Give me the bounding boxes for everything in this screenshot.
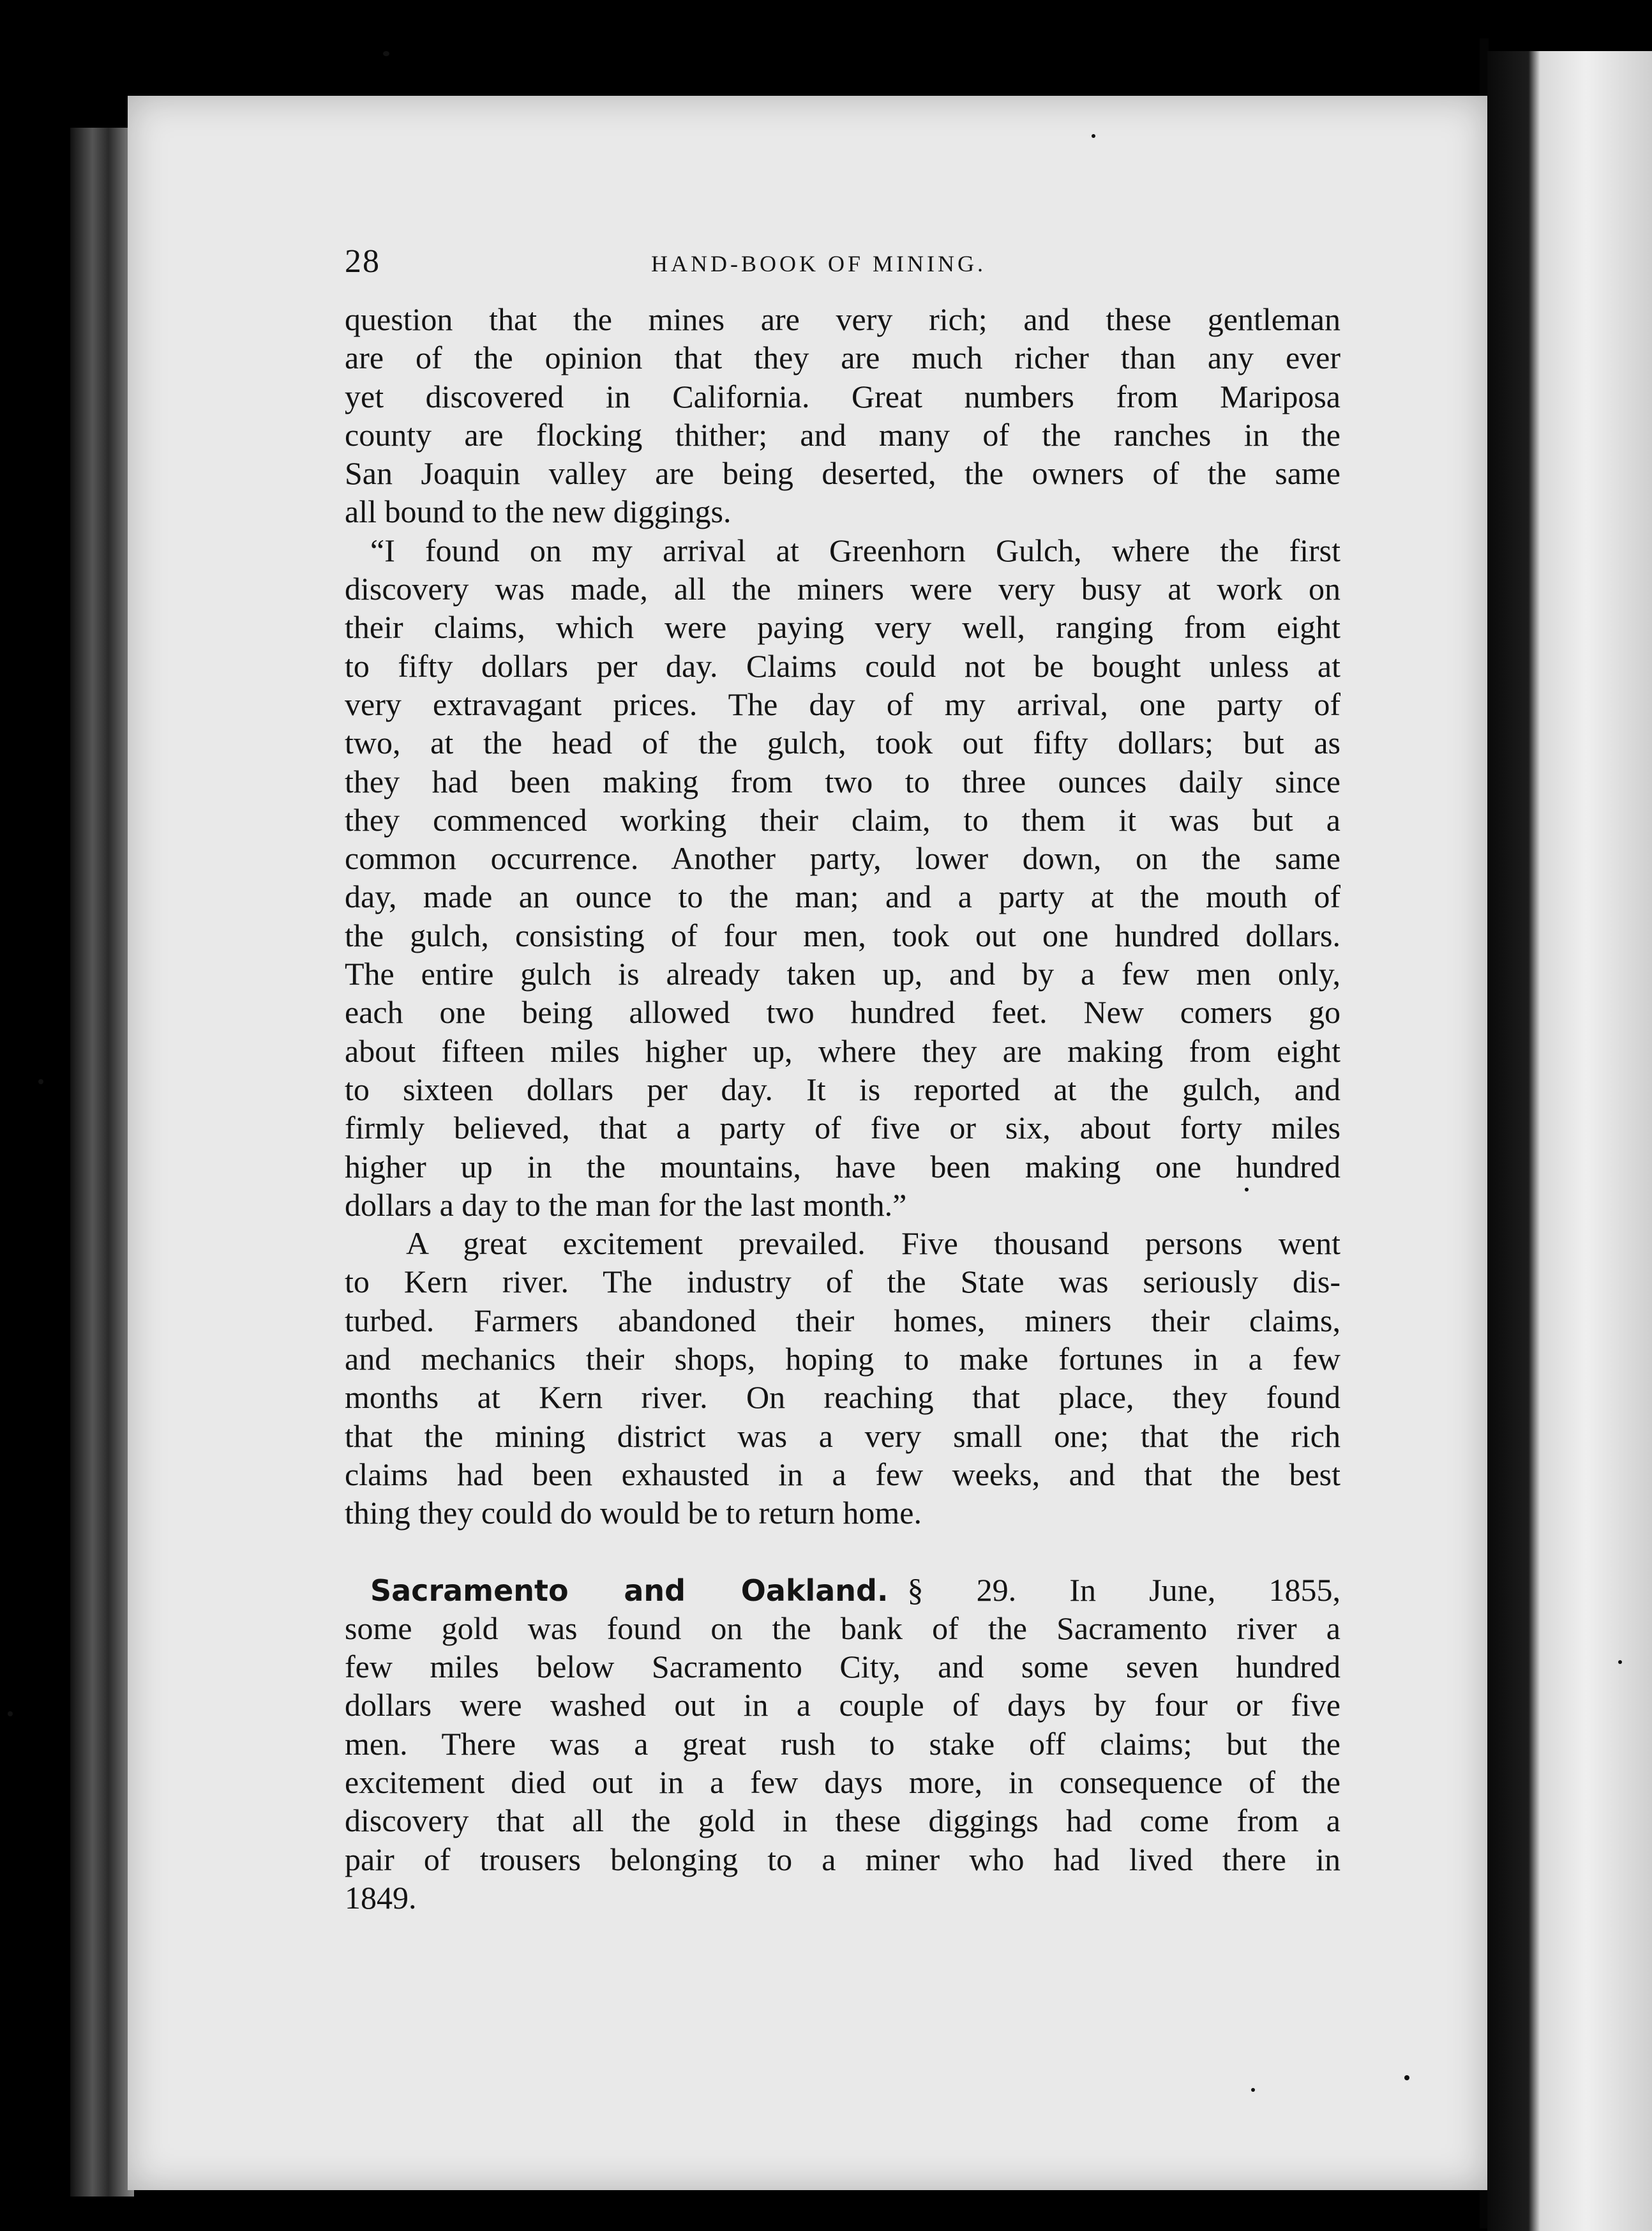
text-line: claims had been exhausted in a few weeks, and that the best (345, 1456, 1340, 1492)
text-line: the gulch, consisting of four men, took out one hundred dollars. (345, 917, 1340, 953)
section-sacramento-and-oakland (345, 1571, 1340, 1917)
text-line: The entire gulch is already taken up, and by a few men only, (345, 956, 1340, 992)
text-line: yet discovered in California. Great numbers from Mariposa (345, 378, 1340, 414)
text-line: each one being allowed two hundred feet. New comers go (345, 994, 1340, 1031)
text-line: all bound to the new diggings. (345, 494, 732, 530)
paragraph-2-quotation (345, 531, 1340, 1224)
text-line: dollars a day to the man for the last month.” (345, 1186, 907, 1223)
text-line: county are flocking thither; and many of the ranches in the (345, 416, 1340, 453)
section-number-and-date: § 29. In June, 1855, (907, 1571, 1340, 1608)
text-line: very extravagant prices. The day of my arrival, one party of (345, 686, 1340, 722)
text-line: excitement died out in a few days more, in consequence of the (345, 1764, 1340, 1800)
text-line: discovery was made, all the miners were very busy at work on (345, 571, 1340, 607)
text-line: few miles below Sacramento City, and some seven hundred (345, 1649, 1340, 1685)
text-line: to Kern river. The industry of the State was seriously dis- (345, 1264, 1340, 1300)
text-line: that the mining district was a very small one; that the rich (345, 1418, 1340, 1454)
page-text (345, 243, 1340, 1917)
page-number: 28 (345, 243, 380, 280)
running-title: HAND-BOOK OF MINING. (651, 251, 986, 276)
text-line: men. There was a great rush to stake off claims; but the (345, 1725, 1340, 1762)
text-line: discovery that all the gold in these diggings had come from a (345, 1803, 1340, 1839)
text-line: some gold was found on the bank of the Sacramento river a (345, 1610, 1340, 1646)
text-line: two, at the head of the gulch, took out fifty dollars; but as (345, 725, 1340, 761)
text-line: thing they could do would be to return home. (345, 1495, 922, 1531)
text-line: higher up in the mountains, have been making one hundred (345, 1148, 1340, 1184)
text-line: 1849. (345, 1879, 417, 1916)
text-line: are of the opinion that they are much richer than any ever (345, 340, 1340, 376)
section-first-line (345, 1571, 1340, 1609)
text-line: they had been making from two to three ounces daily since (345, 763, 1340, 799)
text-line: turbed. Farmers abandoned their homes, miners their claims, (345, 1302, 1340, 1338)
paragraph-1 (345, 300, 1340, 531)
text-line: months at Kern river. On reaching that place, they found (345, 1379, 1340, 1416)
text-line: to fifty dollars per day. Claims could not be bought unless at (345, 647, 1340, 684)
text-line: pair of trousers belonging to a miner who had lived there in (345, 1841, 1340, 1877)
facing-page-edge (1487, 51, 1652, 2231)
text-line: question that the mines are very rich; and these gentleman (345, 301, 1340, 337)
text-line: their claims, which were paying very well, ranging from eight (345, 609, 1340, 646)
text-line: A great excitement prevailed. Five thousand persons went (406, 1225, 1340, 1262)
section-heading: Sacramento and Oakland. (370, 1573, 889, 1608)
text-line: about fifteen miles higher up, where they are making from eight (345, 1032, 1340, 1069)
text-line: “I found on my arrival at Greenhorn Gulch, where the first (370, 532, 1340, 568)
text-line: firmly believed, that a party of five or six, about forty miles (345, 1110, 1340, 1146)
paragraph-3 (345, 1224, 1340, 1532)
running-head (345, 243, 1340, 300)
text-line: to sixteen dollars per day. It is reported at the gulch, and (345, 1071, 1340, 1107)
text-line: dollars were washed out in a couple of days by four or five (345, 1687, 1340, 1723)
text-line: common occurrence. Another party, lower down, on the same (345, 840, 1340, 877)
text-line: they commenced working their claim, to them it was but a (345, 801, 1340, 838)
text-line: San Joaquin valley are being deserted, the owners of the same (345, 455, 1340, 492)
book-left-edge (70, 128, 134, 2197)
text-line: and mechanics their shops, hoping to make fortunes in a few (345, 1341, 1340, 1377)
text-line: day, made an ounce to the man; and a party at the mouth of (345, 879, 1340, 915)
